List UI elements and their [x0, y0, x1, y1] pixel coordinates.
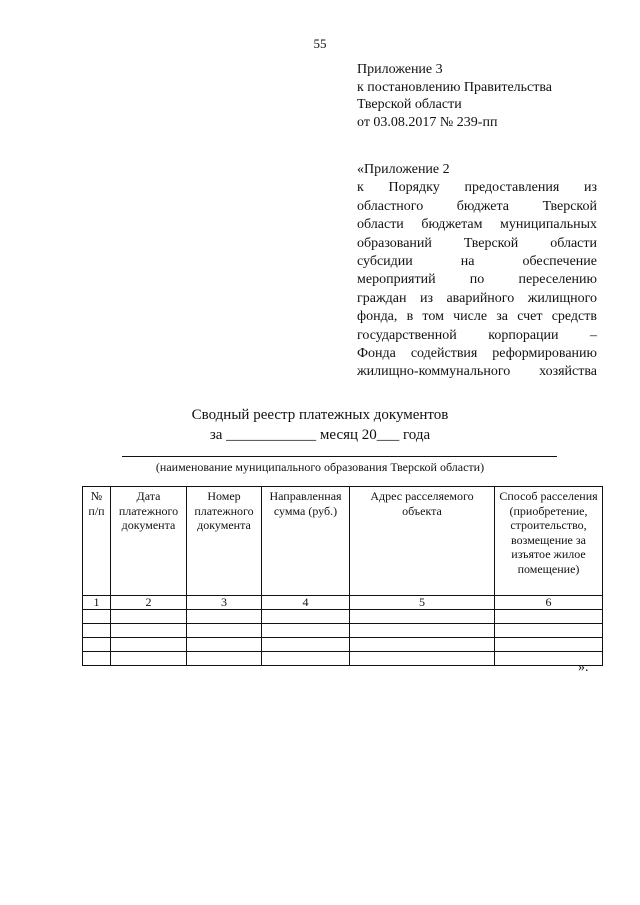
column-number: 6 — [495, 596, 603, 610]
appendix-2-line: фонда, в том числе за счет средств — [357, 309, 597, 325]
table-cell — [262, 638, 350, 652]
reporting-period — [0, 425, 640, 445]
col-header-number: № п/п — [83, 487, 111, 596]
municipality-name-line — [122, 456, 557, 457]
table-cell — [187, 638, 262, 652]
column-number: 4 — [262, 596, 350, 610]
table-cell — [262, 652, 350, 666]
document-title: Сводный реестр платежных документов — [191, 407, 449, 423]
col-header-resettlement-method: Способ расселения (приобретение, строительство, возмещение за изъятое жилое помещение) — [495, 487, 603, 596]
municipality-caption: (наименование муниципального образования Тверской области) — [155, 460, 485, 474]
table-row — [83, 610, 603, 624]
appendix-3-line: Приложение 3 — [357, 62, 443, 77]
appendix-3-line: к постановлению Правительства — [357, 79, 553, 95]
closing-quote: ». — [578, 660, 589, 675]
appendix-3-header — [357, 61, 607, 131]
table-cell — [111, 624, 187, 638]
column-number-row — [83, 596, 603, 610]
appendix-2-line: к Порядку предоставления из — [357, 180, 597, 196]
table-cell — [350, 638, 495, 652]
table-cell — [350, 652, 495, 666]
table-cell — [83, 610, 111, 624]
column-number: 3 — [187, 596, 262, 610]
page-number: 55 — [313, 36, 327, 51]
appendix-2-line: субсидии на обеспечение — [357, 254, 597, 270]
period-month-label: месяц 20 — [319, 427, 377, 443]
table-cell — [83, 652, 111, 666]
table-cell — [350, 610, 495, 624]
column-number: 1 — [83, 596, 111, 610]
period-prefix: за — [209, 427, 223, 443]
period-year-blank: ___ — [376, 427, 400, 443]
period-month-blank: ____________ — [226, 427, 317, 443]
appendix-2-line: области бюджетам муниципальных — [357, 217, 597, 233]
table-row — [83, 652, 603, 666]
col-header-amount: Направленная сумма (руб.) — [262, 487, 350, 596]
appendix-2-line: жилищно-коммунального хозяйства — [357, 364, 597, 380]
table-cell — [111, 638, 187, 652]
table-cell — [187, 652, 262, 666]
table-cell — [111, 610, 187, 624]
appendix-2-line: государственной корпорации – — [357, 327, 597, 343]
appendix-3-line: Тверской области — [357, 97, 462, 112]
appendix-3-line: от 03.08.2017 № 239-пп — [357, 114, 498, 130]
table-row — [83, 624, 603, 638]
table-cell — [350, 624, 495, 638]
table-cell — [187, 610, 262, 624]
appendix-2-header — [357, 161, 597, 382]
appendix-2-line: Фонда содействия реформированию — [357, 346, 597, 362]
appendix-2-line: «Приложение 2 — [357, 162, 450, 177]
appendix-2-line: образований Тверской области — [357, 235, 597, 251]
table-cell — [83, 638, 111, 652]
appendix-2-line: областного бюджета Тверской — [357, 198, 597, 214]
col-header-address: Адрес расселяемого объекта — [350, 487, 495, 596]
payment-documents-table — [82, 486, 603, 666]
table-cell — [495, 624, 603, 638]
table-cell — [111, 652, 187, 666]
table-header-row — [83, 487, 603, 596]
column-number: 5 — [350, 596, 495, 610]
col-header-doc-number: Номер платежного документа — [187, 487, 262, 596]
table-cell — [495, 610, 603, 624]
table-row — [83, 638, 603, 652]
appendix-2-line: мероприятий по переселению — [357, 272, 597, 288]
table-cell — [83, 624, 111, 638]
period-suffix: года — [403, 427, 431, 443]
table-cell — [187, 624, 262, 638]
col-header-doc-date: Дата платежного документа — [111, 487, 187, 596]
table-cell — [262, 610, 350, 624]
table-cell — [262, 624, 350, 638]
column-number: 2 — [111, 596, 187, 610]
table-cell — [495, 638, 603, 652]
appendix-2-line: граждан из аварийного жилищного — [357, 290, 597, 306]
